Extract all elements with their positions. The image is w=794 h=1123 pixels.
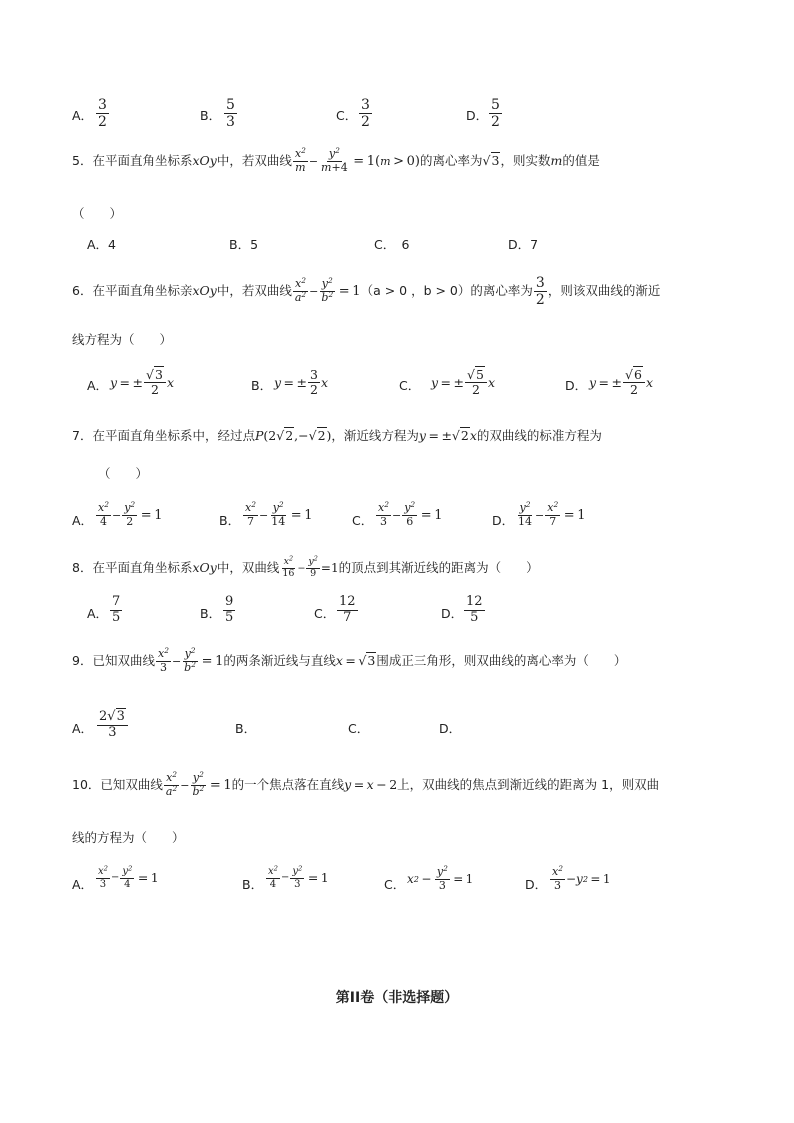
q6-equation: $\frac{x^2}{a^2}$ − $\frac{y^2}{b^2}$ = 1 xyxy=(294,276,361,305)
q9-mid: 的两条渐近线与直线 xyxy=(223,652,336,668)
q9-tail: 围成正三角形，则双曲线的离心率为（ ） xyxy=(376,652,627,668)
q5-var-m: m xyxy=(550,152,563,168)
q8-tail: 的顶点到其渐近线的距离为（ ） xyxy=(338,560,539,576)
q8-option-b-label: B． xyxy=(200,606,222,621)
q5-paren: （ ） xyxy=(72,206,123,221)
q10-option-b-value: $\frac{x^2}{4}$ − $\frac{y^2}{3}$ = 1 xyxy=(268,864,329,890)
q7-option-d-label: D． xyxy=(492,513,515,528)
q8-option-c-label: C． xyxy=(314,606,336,621)
q5-tail1: 的离心率为 xyxy=(420,152,483,168)
q8-option-a-label: A． xyxy=(87,606,109,621)
q8-option-b-value: $\frac{9}{5}$ xyxy=(225,594,234,625)
q5-option-d: D．7 xyxy=(508,237,539,252)
q6-stem xyxy=(72,275,660,308)
q10-equation: $\frac{x^2}{a^2}$ − $\frac{y^2}{b^2}$ = 1 xyxy=(165,769,232,798)
q7-tail: 的双曲线的标准方程为 xyxy=(476,428,602,443)
q8-option-a-value: $\frac{7}{5}$ xyxy=(112,594,121,625)
q5-option-c: C． 6 xyxy=(374,237,410,252)
q7-mid: ，渐近线方程为 xyxy=(331,428,419,443)
q9-prefix: 9．已知双曲线 xyxy=(72,652,155,668)
q10-option-c-value: x 2 − $\frac{y^2}{3}$ = 1 xyxy=(407,863,474,892)
q6-coord: xOy xyxy=(192,283,217,299)
q6-condition: （a > 0 ，b > 0） xyxy=(360,283,471,299)
q8-stem xyxy=(72,554,539,580)
q10-tail: 上，双曲线的焦点到渐近线的距离为 1，则双曲 xyxy=(397,776,660,792)
q5-option-b: B．5 xyxy=(229,237,259,252)
q6-mid: 中，若双曲线 xyxy=(216,283,292,299)
q8-mid: 中，双曲线 xyxy=(216,560,280,576)
q5-sqrt3: √3 xyxy=(482,152,500,168)
q10-option-c-label: C． xyxy=(384,877,406,892)
q8-option-c-value: $\frac{12}{7}$ xyxy=(339,594,356,625)
q4-option-b-label: B． xyxy=(200,108,222,123)
q9-option-c-label: C． xyxy=(348,721,370,736)
q6-line2: 线方程为（ ） xyxy=(72,332,173,347)
q7-option-c-value: $\frac{x^2}{3}$ − $\frac{y^2}{6}$ = 1 xyxy=(378,499,443,528)
q6-option-a-label: A． xyxy=(87,378,109,393)
q7-point: P(2√2,−√2) xyxy=(254,428,332,443)
q4-option-b-value: $\frac{5}{3}$ xyxy=(226,97,235,131)
q7-option-c-label: C． xyxy=(352,513,374,528)
q4-option-a-value: $\frac{3}{2}$ xyxy=(98,97,107,131)
q10-option-d-label: D． xyxy=(525,877,548,892)
q6-tail: ，则该双曲线的渐近 xyxy=(547,283,661,299)
q6-option-b-label: B． xyxy=(251,378,273,393)
q10-option-d-value: $\frac{x^2}{3}$ − y 2 = 1 xyxy=(552,863,611,892)
q9-stem xyxy=(72,645,627,674)
q10-option-b-label: B． xyxy=(242,877,264,892)
q7-option-a-value: $\frac{x^2}{4}$ − $\frac{y^2}{2}$ = 1 xyxy=(98,499,163,528)
q10-prefix: 10．已知双曲线 xyxy=(72,776,163,792)
q9-option-a-label: A． xyxy=(72,721,94,736)
q5-option-a: A．4 xyxy=(87,237,117,252)
q6-option-a-value: y = ± $\frac{√3}{2}$ x xyxy=(110,367,174,398)
q10-line: y = x − 2 xyxy=(344,776,398,792)
q6-option-c-label: C． xyxy=(399,378,421,393)
q9-line: x = √3 xyxy=(335,652,376,668)
q6-option-b-value: y = ± $\frac{3}{2}$ x xyxy=(274,367,329,398)
q6-option-c-value: y = ± $\frac{√5}{2}$ x xyxy=(431,367,495,398)
q9-option-a-value: $\frac{2√3}{3}$ xyxy=(97,710,128,741)
q7-prefix: 7．在平面直角坐标系中，经过点 xyxy=(72,428,255,443)
q5-tail2: ，则实数 xyxy=(500,152,551,168)
q7-option-a-label: A． xyxy=(72,513,94,528)
q10-line2: 线的方程为（ ） xyxy=(72,830,185,845)
q5-stem xyxy=(72,145,600,174)
q6-option-d-label: D． xyxy=(565,378,588,393)
q4-option-c-value: $\frac{3}{2}$ xyxy=(361,97,370,131)
section-title: 第II卷（非选择题） xyxy=(335,990,459,1006)
q9-option-d-label: D． xyxy=(439,721,462,736)
q5-coord: xOy xyxy=(192,152,217,168)
q8-equation: $\frac{x^2}{16}$ − $\frac{y^2}{9}$ =1 xyxy=(282,554,339,579)
q9-equation: $\frac{x^2}{3}$ − $\frac{y^2}{b^2}$ = 1 xyxy=(157,645,224,674)
q10-option-a-value: $\frac{x^2}{3}$ − $\frac{y^2}{4}$ = 1 xyxy=(98,864,159,890)
q6-ecc-value: $\frac{3}{2}$ xyxy=(535,275,545,309)
q8-coord: xOy xyxy=(192,560,217,576)
q4-option-c-label: C． xyxy=(336,108,358,123)
q10-option-a-label: A． xyxy=(72,877,94,892)
q4-option-d-label: D． xyxy=(466,108,489,123)
q7-stem xyxy=(72,430,602,443)
q10-mid: 的一个焦点落在直线 xyxy=(231,776,345,792)
q8-option-d-label: D． xyxy=(441,606,464,621)
q7-option-b-value: $\frac{x^2}{7}$ − $\frac{y^2}{14}$ = 1 xyxy=(245,499,313,528)
q10-stem xyxy=(72,769,660,798)
q7-asymptote: y = ±√2x xyxy=(418,428,477,443)
q5-equation: $\frac{x^2}{m}$ − $\frac{y^2}{m+4}$ = 1( m > 0) xyxy=(294,145,421,174)
q7-option-d-value: $\frac{y^2}{14}$ − $\frac{x^2}{7}$ = 1 xyxy=(518,499,586,528)
q8-prefix: 8．在平面直角坐标系 xyxy=(72,560,193,576)
q5-prefix: 5．在平面直角坐标系 xyxy=(72,152,193,168)
q6-prefix: 6．在平面直角坐标亲 xyxy=(72,283,193,299)
q8-option-d-value: $\frac{12}{5}$ xyxy=(466,594,483,625)
q4-option-a-label: A． xyxy=(72,108,94,123)
q4-option-d-value: $\frac{5}{2}$ xyxy=(491,97,500,131)
q5-tail3: 的值是 xyxy=(562,152,600,168)
q7-option-b-label: B． xyxy=(219,513,241,528)
q5-mid: 中，若双曲线 xyxy=(216,152,292,168)
q6-option-d-value: y = ± $\frac{√6}{2}$ x xyxy=(589,367,653,398)
q7-paren: （ ） xyxy=(98,466,149,481)
q9-option-b-label: B． xyxy=(235,721,257,736)
q6-ecc: 的离心率为 xyxy=(470,283,533,299)
